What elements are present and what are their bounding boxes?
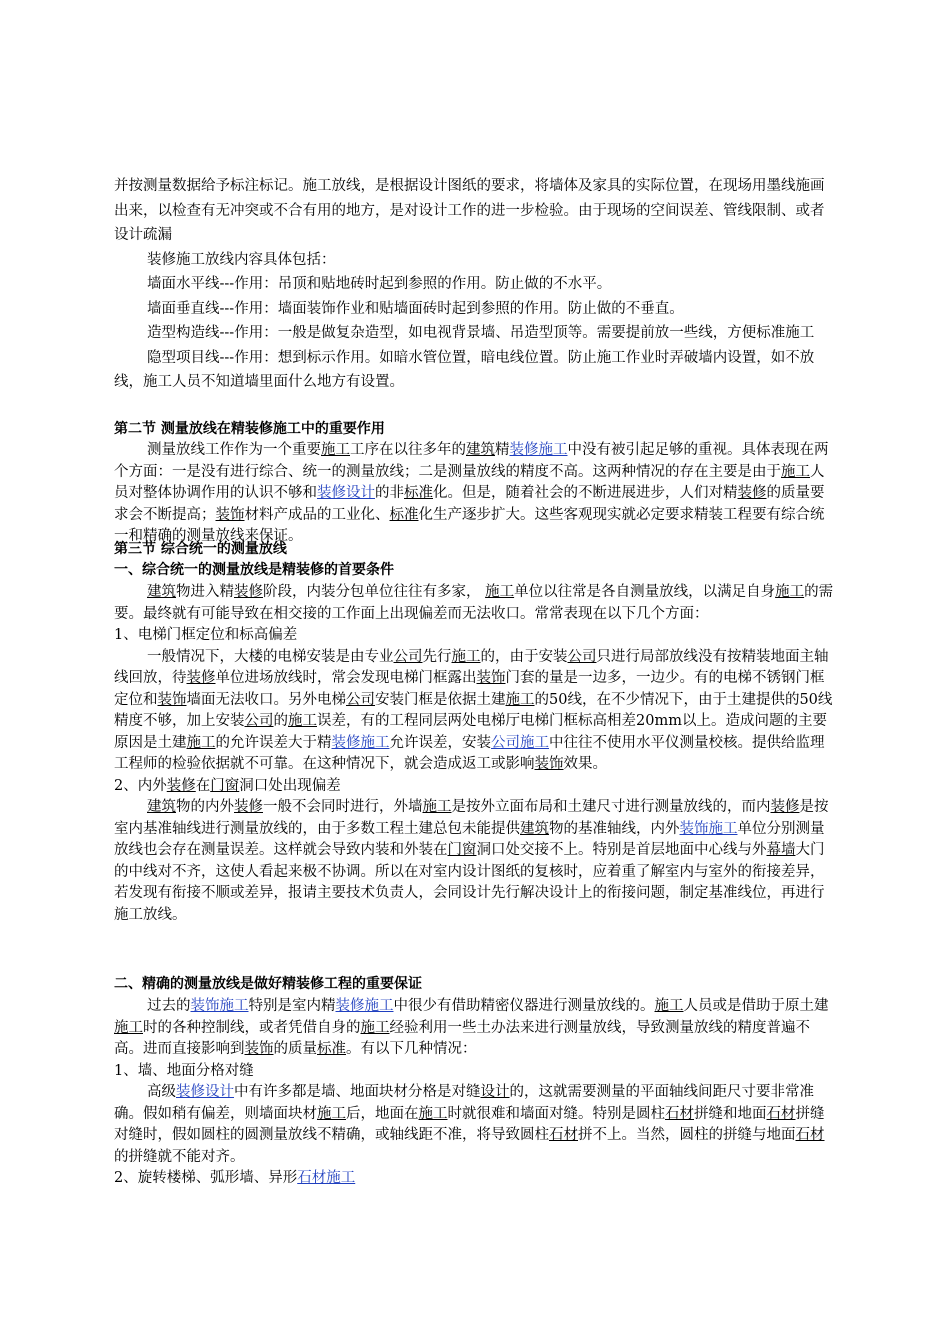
text-run: 化。但是，随着社会的不断进展进步，人们对精 <box>433 485 738 501</box>
text-run: 墙面无法收口。另外电梯 <box>186 691 346 708</box>
underlined-term: 标准 <box>404 485 433 501</box>
underlined-term: 设计 <box>480 1084 510 1100</box>
underlined-term: 标准 <box>389 506 419 523</box>
intro-paragraph: 并按测量数据给予标注标记。施工放线，是根据设计图纸的要求，将墙体及家具的实际位置，在现场用墨线施画出来，以检查有无冲突或不合有用的地方，是对设计工作的进一步检验。由于现场的空间误差、管线限制、或者设计疏漏 <box>114 178 825 243</box>
text-link[interactable]: 装饰施工 <box>190 998 249 1014</box>
underlined-term: 施工 <box>360 1019 390 1036</box>
door-window-paragraph <box>114 797 838 926</box>
text-run: 2、旋转楼梯、弧形墙、异形 <box>114 1170 298 1186</box>
text-run: 误差，有的工程同层两处电梯厅电梯门框标高相差20mm以上。造成问题的主要原因是土建 <box>114 713 827 751</box>
text-link[interactable]: 装饰施工 <box>679 820 738 837</box>
underlined-term: 装饰 <box>534 756 564 772</box>
text-run: 后，地面在 <box>346 1105 419 1122</box>
underlined-term: 装修 <box>234 584 263 600</box>
underlined-term: 施工 <box>418 1105 448 1122</box>
underlined-term: 施工 <box>775 584 805 600</box>
underlined-term: 施工 <box>781 463 810 480</box>
text-run: 洞口处出现偏差 <box>239 777 341 794</box>
text-link[interactable]: 装修设计 <box>317 485 375 501</box>
elevator-paragraph <box>114 647 838 776</box>
underlined-term: 门窗 <box>210 777 240 794</box>
underlined-term: 石材 <box>766 1105 796 1122</box>
text-run: 先行 <box>422 648 452 665</box>
underlined-term: 装修 <box>737 485 767 501</box>
intro-block <box>114 174 838 395</box>
text-run: 的，这就需要测量的平面轴线间距尺寸要非常准确。假如稍有偏差，则墙面块材 <box>114 1084 814 1122</box>
subheading-one: 一、综合统一的测量放线是精装修的首要条件 <box>114 562 394 578</box>
text-run: 的允许误差大于精 <box>215 734 332 751</box>
text-run: 中有许多都是墙、地面块材分格是对缝 <box>234 1084 481 1100</box>
part-2-paragraph <box>114 996 838 1061</box>
underlined-term: 施工 <box>288 713 317 729</box>
underlined-term: 装饰 <box>476 670 506 686</box>
underlined-term: 装饰 <box>215 506 245 523</box>
text-run: 拼不上。当然，圆柱的拼缝与地面 <box>578 1127 796 1143</box>
text-run: 物的基准轴线，内外 <box>549 820 680 837</box>
underlined-term: 装饰 <box>244 1041 274 1057</box>
text-run: 一般不会同时进行，外墙 <box>263 799 423 815</box>
underlined-term: 施工 <box>321 442 350 458</box>
underlined-term: 施工 <box>654 998 684 1014</box>
text-run: 只进行局部放线没有按精装地面主轴线回放，待 <box>114 648 829 686</box>
text-run: 允许误差，安装 <box>389 734 491 751</box>
text-run: 高级 <box>147 1084 176 1100</box>
text-run: 单位分别测量放线也会存在测量误差。这样就会导致内装和外装在 <box>114 820 825 858</box>
text-link[interactable]: 公司施工 <box>491 734 549 751</box>
text-run: 安装门框是依据土建 <box>375 691 506 708</box>
text-run: 人员或是借助于原土建 <box>683 998 829 1014</box>
section-2-body <box>114 440 838 548</box>
text-run: 经验利用一些土办法来进行测量放线，导致测量放线的精度普遍不高。进而直接影响到 <box>114 1019 810 1057</box>
part-1-paragraph <box>114 582 838 625</box>
underlined-term: 公司 <box>346 691 375 708</box>
list-item-shape-line: 造型构造线---作用：一般是做复杂造型，如电视背景墙、吊造型顶等。需要提前放一些线，方便标准施工 <box>147 325 815 341</box>
underlined-term: 建筑 <box>466 442 495 458</box>
underlined-term: 石材 <box>795 1127 825 1143</box>
text-run: 一般情况下，大楼的电梯安装是由专业 <box>147 648 394 665</box>
text-link[interactable]: 装修施工 <box>335 998 394 1014</box>
text-run: 工序在以往多年的 <box>350 442 466 458</box>
underlined-term: 建筑 <box>147 799 176 815</box>
text-run: 材料产成品的工业化、 <box>244 506 390 523</box>
text-run: 的需要。最终就有可能导致在相交接的工作面上出现偏差而无法收口。常常表现在以下几个方面： <box>114 584 834 622</box>
list-item-hidden-line: 隐型项目线---作用：想到标示作用。如暗水管位置，暗电线位置。防止施工作业时弄破墙内设置，如不放线，施工人员不知道墙里面什么地方有设置。 <box>114 349 815 390</box>
text-link[interactable]: 装修施工 <box>331 734 390 751</box>
underlined-term: 石材 <box>665 1105 694 1122</box>
list-item-horizontal-line: 墙面水平线---作用：吊顶和贴地砖时起到参照的作用。防止做的不水平。 <box>147 276 612 292</box>
underlined-term: 施工 <box>186 734 216 751</box>
text-run: 拼缝和地面 <box>694 1105 767 1122</box>
text-run: 是按室内基准轴线进行测量放线的，由于多数工程土建总包未能提供 <box>114 799 829 837</box>
text-run: 中很少有借助精密仪器进行测量放线的。 <box>393 998 655 1014</box>
underlined-term: 装修 <box>770 799 800 815</box>
text-run: 。有以下几种情况： <box>346 1041 477 1057</box>
underlined-term: 公司 <box>567 648 597 665</box>
text-run: 在 <box>195 777 211 794</box>
text-run: 洞口处交接不上。特别是首层地面中心线与外 <box>476 842 767 858</box>
underlined-term: 施工 <box>485 584 515 600</box>
underlined-term: 装修 <box>186 670 216 686</box>
underlined-term: 装修 <box>234 799 263 815</box>
section-3-part-1 <box>114 582 838 926</box>
underlined-term: 施工 <box>422 799 452 815</box>
text-run: 精 <box>495 442 510 458</box>
underlined-term: 施工 <box>451 648 481 665</box>
text-run: 中往往不使用水平仪测量校核。提供给监理工程师的检验依据就不可靠。在这种情况下，就会造成返工或影响 <box>114 734 825 772</box>
underlined-term: 公司 <box>393 648 423 665</box>
section-2-paragraph <box>114 440 838 548</box>
elevator-subtitle: 1、电梯门框定位和标高偏差 <box>114 627 298 643</box>
text-run: 的 <box>273 713 288 729</box>
underlined-term: 石材 <box>549 1127 578 1143</box>
list-intro: 装修施工放线内容具体包括： <box>147 251 336 268</box>
text-run: 的质量 <box>273 1041 317 1057</box>
joint-paragraph <box>114 1082 838 1168</box>
stairs-subtitle <box>114 1168 838 1190</box>
section-3-heading: 第三节 综合统一的测量放线 <box>114 541 287 557</box>
text-run: 的，由于安装 <box>480 648 568 665</box>
joint-subtitle: 1、墙、地面分格对缝 <box>114 1062 254 1079</box>
underlined-term: 公司 <box>244 713 274 729</box>
text-run: 效果。 <box>563 756 607 772</box>
text-link[interactable]: 装修设计 <box>176 1084 234 1100</box>
underlined-term: 门窗 <box>447 842 477 858</box>
underlined-term: 幕墙 <box>766 842 796 858</box>
underlined-term: 建筑 <box>520 820 549 837</box>
text-run: 过去的 <box>147 998 191 1014</box>
text-run: 大门的中线对不齐，这使人看起来极不协调。所以在对室内设计图纸的复核时，应着重了解室内与室外的衔接差异，若发现有衔接不顺或差异，报请主要技术负责人，会同设计先行解决设计上的衔接问题，制定基准线位，再进行施工放线。 <box>114 842 825 923</box>
text-run: 化生产逐步扩大。这些客观现实就必定要求精装工程要有综合统一和精确的测量放线来保证。 <box>114 506 825 544</box>
section-3-part-2 <box>114 996 838 1190</box>
text-run: 时就很难和墙面对缝。特别是圆柱 <box>447 1105 665 1122</box>
text-run: 2、内外 <box>114 777 167 794</box>
underlined-term: 施工 <box>317 1105 346 1122</box>
text-run: 物进入精 <box>176 584 234 600</box>
text-run: 门套的量是一边多，一边少。有的电梯不锈钢门框定位和 <box>114 670 825 708</box>
text-run: 物的内外 <box>176 799 234 815</box>
underlined-term: 装修 <box>166 777 196 794</box>
text-run: 拼缝对缝时，假如圆柱的圆测量放线不精确，或轴线距不准，将导致圆柱 <box>114 1105 825 1143</box>
text-run: 单位进场放线时，常会发现电梯门框露出 <box>215 670 477 686</box>
text-run: 时的各种控制线，或者凭借自身的 <box>143 1019 361 1036</box>
door-window-subtitle <box>114 776 838 798</box>
list-item-vertical-line: 墙面垂直线---作用：墙面装饰作业和贴墙面砖时起到参照的作用。防止做的不垂直。 <box>147 300 684 317</box>
text-run: 中没有被引起足够的重视。具体表现在两个方面：一是没有进行综合、统一的测量放线；二是测量放线的精度不高。这两种情况的存在主要是由于 <box>114 442 829 480</box>
underlined-term: 施工 <box>114 1019 143 1036</box>
text-run: 的非 <box>375 485 404 501</box>
text-run: 的拼缝就不能对齐。 <box>114 1148 245 1165</box>
text-link[interactable]: 装修施工 <box>509 442 568 458</box>
text-run: 人员对整体协调作用的认识不够和 <box>114 463 825 501</box>
text-run: 阶段，内装分包单位往往有多家， <box>263 584 486 600</box>
text-run: 特别是室内精 <box>248 998 336 1014</box>
section-2-heading: 第二节 测量放线在精装修施工中的重要作用 <box>114 421 385 437</box>
text-run: 测量放线工作作为一个重要 <box>147 442 321 458</box>
text-link[interactable]: 石材施工 <box>297 1170 356 1186</box>
text-run: 单位以往常是各自测量放线，以满足自身 <box>514 584 776 600</box>
underlined-term: 施工 <box>505 691 535 708</box>
text-run: 的质量要求会不断提高； <box>114 485 825 523</box>
text-run: 是按外立面布局和土建尺寸进行测量放线的，而内 <box>451 799 771 815</box>
underlined-term: 装饰 <box>157 691 187 708</box>
text-run: 的50线，在不少情况下，由于土建提供的50线精度不够，加上安装 <box>114 691 833 729</box>
subheading-two: 二、精确的测量放线是做好精装修工程的重要保证 <box>114 976 422 992</box>
underlined-term: 建筑 <box>147 584 176 600</box>
underlined-term: 标准 <box>317 1041 346 1057</box>
